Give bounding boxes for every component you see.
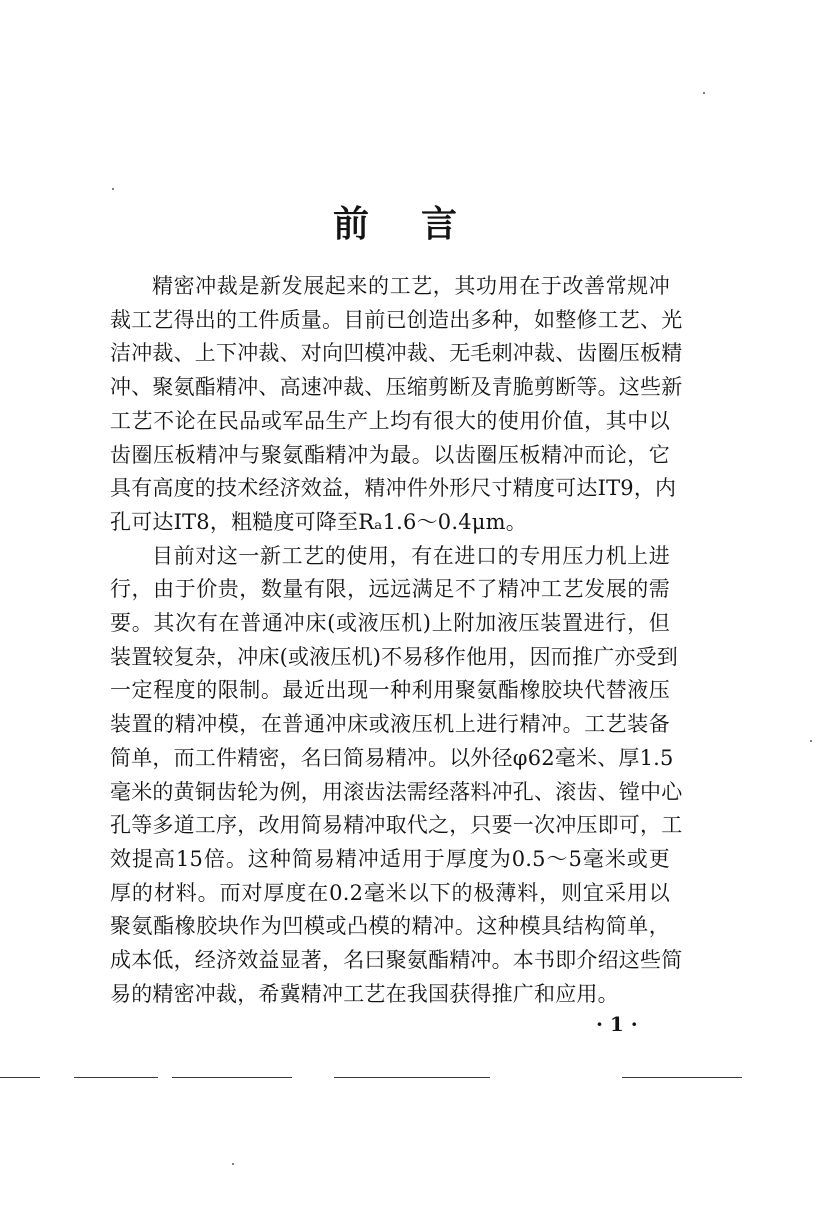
text-line: 聚氨酯橡胶块作为凹模或凸模的精冲。这种模具结构简单， [110, 914, 670, 939]
scan-speck [703, 92, 705, 94]
text-line: 孔可达IT8，粗糙度可降至Rₐ1.6～0.4μm。 [110, 509, 527, 534]
text-line: 裁工艺得出的工件质量。目前已创造出多种，如整修工艺、光 [110, 307, 683, 332]
text-line: 工艺不论在民品或军品生产上均有很大的使用价值，其中以 [110, 408, 670, 433]
text-line: 孔等多道工序，改用简易精冲取代之，只要一次冲压即可，工 [110, 813, 683, 838]
text-line: 行，由于价贵，数量有限，远远满足不了精冲工艺发展的需 [110, 577, 670, 602]
text-line: 洁冲裁、上下冲裁、对向凹模冲裁、无毛刺冲裁、齿圈压板精 [110, 341, 683, 366]
text-line: 要。其次有在普通冲床(或液压机)上附加液压装置进行，但 [110, 611, 670, 636]
text-line: 简单，而工件精密，名曰简易精冲。以外径φ62毫米、厚1.5 [110, 745, 674, 770]
text-line: 齿圈压板精冲与聚氨酯精冲为最。以齿圈压板精冲而论，它 [110, 442, 670, 467]
scan-rule [172, 1077, 292, 1078]
scan-speck [112, 188, 114, 190]
scan-speck [232, 1163, 234, 1165]
text-line: 精密冲裁是新发展起来的工艺，其功用在于改善常规冲 [152, 274, 670, 298]
scan-rule [74, 1077, 158, 1078]
text-line: 装置的精冲模，在普通冲床或液压机上进行精冲。工艺装备 [110, 712, 670, 737]
paragraph-2 [110, 540, 683, 1012]
text-line: 具有高度的技术经济效益，精冲件外形尺寸精度可达IT9，内 [110, 476, 677, 501]
scan-rule [0, 1077, 40, 1078]
page-title: 前言 [332, 203, 509, 245]
text-line: 目前对这一新工艺的使用，有在进口的专用压力机上进 [152, 543, 670, 568]
page-number: · 1 · [596, 1012, 638, 1036]
text-line: 一定程度的限制。最近出现一种利用聚氨酯橡胶块代替液压 [110, 678, 670, 703]
text-line: 装置较复杂，冲床(或液压机)不易移作他用，因而推广亦受到 [110, 644, 678, 669]
text-line: 冲、聚氨酯精冲、高速冲裁、压缩剪断及青脆剪断等。这些新 [110, 375, 683, 400]
paragraph-1 [110, 270, 683, 540]
text-line: 成本低，经济效益显著，名曰聚氨酯精冲。本书即介绍这些简 [110, 948, 683, 973]
scan-rule [334, 1077, 490, 1078]
text-line: 毫米的黄铜齿轮为例，用滚齿法需经落料冲孔、滚齿、镗中心 [110, 779, 683, 804]
text-line: 厚的材料。而对厚度在0.2毫米以下的极薄料，则宜采用以 [110, 880, 670, 905]
scan-speck [810, 740, 812, 742]
text-line: 易的精密冲裁，希冀精冲工艺在我国获得推广和应用。 [110, 981, 619, 1006]
text-line: 效提高15倍。这种简易精冲适用于厚度为0.5～5毫米或更 [110, 846, 670, 871]
preface-body [110, 270, 683, 1011]
scan-rule [622, 1077, 742, 1078]
